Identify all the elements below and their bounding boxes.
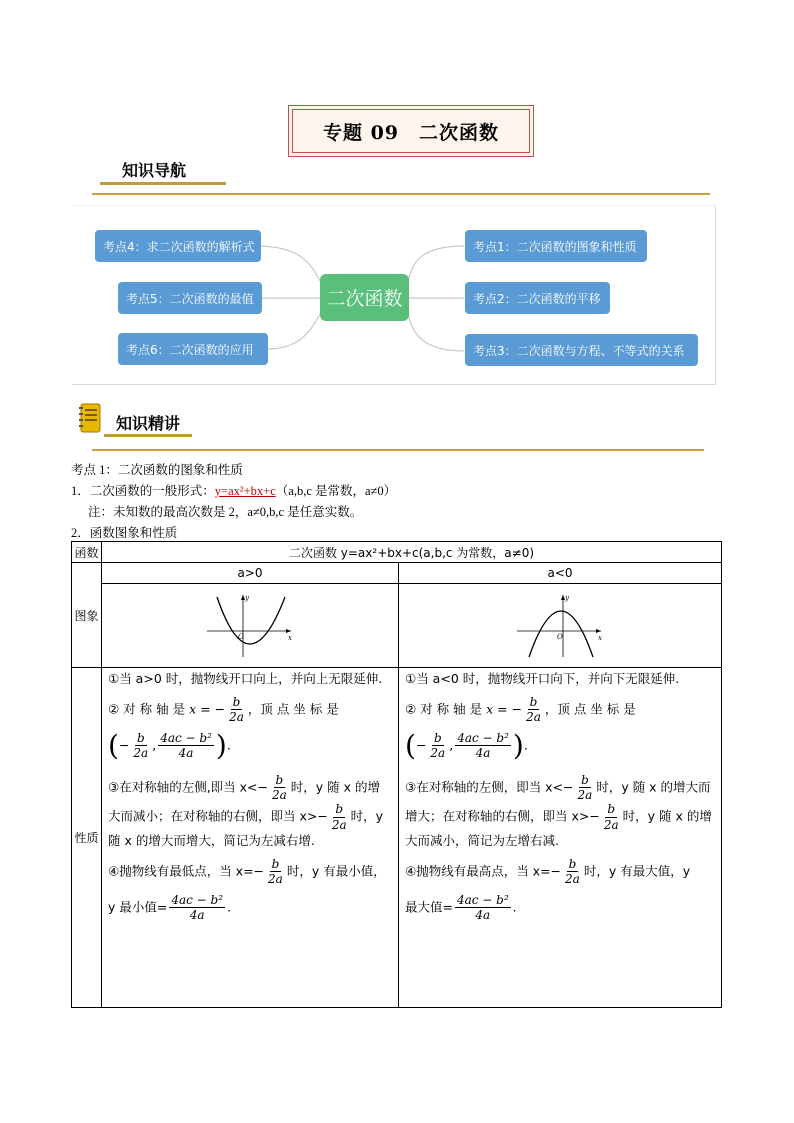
prop-down-1: ①当 a<0 时，抛物线开口向下，并向下无限延伸. xyxy=(405,671,680,686)
mind-map-node-2: 考点2：二次函数的平移 xyxy=(465,282,610,314)
row-property-label: 性质 xyxy=(72,668,102,1008)
prop-down-5: 最大值= $\frac{\text{4ac − b²}}{4a}$ . xyxy=(405,892,517,923)
table-header: 二次函数 y=ax²+bx+c(a,b,c 为常数，a≠0) xyxy=(102,542,722,563)
nav-heading-bar xyxy=(100,182,226,185)
mind-map-node-6: 考点6：二次函数的应用 xyxy=(118,333,268,365)
nav-heading: 知识导航 xyxy=(122,161,187,180)
lecture-heading: 知识精讲 xyxy=(116,414,181,433)
mind-map-node-3: 考点3：二次函数与方程、不等式的关系 xyxy=(465,334,698,366)
mind-map-node-1: 考点1：二次函数的图象和性质 xyxy=(465,230,647,262)
svg-text:O: O xyxy=(557,632,563,641)
svg-text:y: y xyxy=(245,593,249,602)
page-title: 专题 09 二次函数 xyxy=(292,109,530,153)
prop-down-2: ② 对 称 轴 是 x = − $\frac{b}{2a}$ ，顶 点 坐 标 是 (− $\frac{b}{2a}$ , $\frac{\text{4ac − b²}}{4a}$ ). xyxy=(405,694,636,762)
point-1-prefix: 1．二次函数的一般形式： xyxy=(71,484,215,498)
prop-up-2: ② 对 称 轴 是 x = − $\frac{b}{2a}$ ，顶 点 坐 标 是 (− $\frac{b}{2a}$ , $\frac{\text{4ac − b²}}{4a}$ ). xyxy=(108,694,339,762)
graph-upward xyxy=(102,584,399,668)
point-1 xyxy=(71,481,396,499)
connector-left-1 xyxy=(257,246,320,281)
svg-text:x: x xyxy=(598,633,602,642)
connector-right-1 xyxy=(408,246,464,281)
mind-map-node-5: 考点5：二次函数的最值 xyxy=(118,282,262,314)
connector-right-3 xyxy=(408,314,464,351)
case-a-positive: a>0 xyxy=(102,563,399,584)
svg-text:y: y xyxy=(565,593,569,602)
point-2: 2．函数图象和性质 xyxy=(71,526,178,540)
title-box xyxy=(288,105,534,157)
connector-left-3 xyxy=(267,314,320,349)
prop-up-1: ①当 a>0 时，抛物线开口向上，并向上无限延伸. xyxy=(108,671,383,686)
mind-map xyxy=(72,205,716,385)
svg-text:x: x xyxy=(288,633,292,642)
prop-down-4: ④抛物线有最高点，当 x=− $\frac{b}{2a}$ 时，y 有最大值，y xyxy=(405,856,691,887)
parabola-down-graph xyxy=(515,591,605,661)
nav-divider xyxy=(92,193,710,195)
prop-up-3: ③在对称轴的左侧,即当 x<− $\frac{b}{2a}$ 时，y 随 x 的增大而减小；在对称轴的右侧，即当 x>− $\frac{b}{2a}$ 时，y 随 x 的增大而增大，简记为左减右增. xyxy=(108,772,384,849)
function-table xyxy=(71,541,722,1008)
general-form-formula: y=ax²+bx+c xyxy=(214,484,276,498)
prop-down-3: ③在对称轴的左侧，即当 x<− $\frac{b}{2a}$ 时，y 随 x 的增大而增大；在对称轴的右侧，即当 x>− $\frac{b}{2a}$ 时，y 随 x 的增大而减小，简记为左增右减. xyxy=(405,772,712,849)
prop-up-5: y 最小值= $\frac{\text{4ac − b²}}{4a}$ . xyxy=(108,892,232,923)
mind-map-center: 二次函数 xyxy=(320,274,409,321)
properties-downward xyxy=(399,668,722,1008)
lecture-heading-bar xyxy=(104,434,192,437)
note-line: 注：未知数的最高次数是 2，a≠0,b,c 是任意实数。 xyxy=(88,505,363,519)
properties-upward xyxy=(102,668,399,1008)
row-graph-label: 图象 xyxy=(72,563,102,668)
svg-text:O: O xyxy=(238,632,244,641)
prop-up-4: ④抛物线有最低点，当 x=− $\frac{b}{2a}$ 时，y 有最小值， xyxy=(108,856,386,887)
topic-line: 考点 1：二次函数的图象和性质 xyxy=(71,463,243,477)
col-function: 函数 xyxy=(72,542,102,563)
notebook-icon xyxy=(79,403,101,433)
case-a-negative: a<0 xyxy=(399,563,722,584)
point-1-suffix: （a,b,c 是常数，a≠0） xyxy=(275,484,397,498)
graph-downward xyxy=(399,584,722,668)
mind-map-node-4: 考点4：求二次函数的解析式 xyxy=(95,230,261,262)
parabola-up-graph xyxy=(205,591,295,661)
lecture-divider xyxy=(92,449,704,451)
